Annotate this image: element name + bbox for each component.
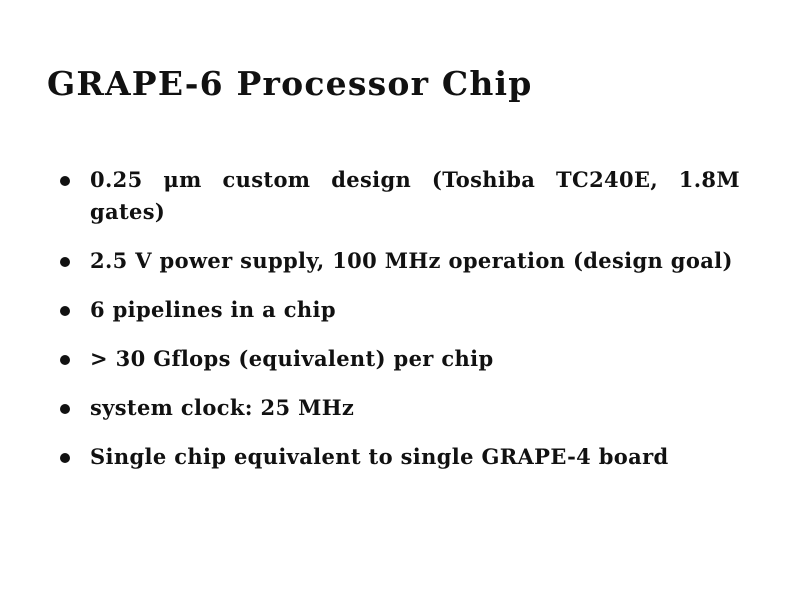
bullet-text: system clock: 25 MHz [90, 395, 355, 420]
bullet-icon [60, 343, 90, 375]
bullet-item-performance [60, 343, 740, 375]
bullet-item-equivalence [60, 441, 740, 473]
bullet-text: 2.5 V power supply, 100 MHz operation (design goal) [90, 248, 733, 273]
bullet-text: Single chip equivalent to single GRAPE-4 board [90, 444, 669, 469]
bullet-text: 6 pipelines in a chip [90, 297, 336, 322]
bullet-icon [60, 294, 90, 326]
bullet-item-clock [60, 392, 740, 424]
bullet-icon [60, 245, 90, 277]
bullet-icon [60, 441, 90, 473]
bullet-item-process [60, 164, 740, 228]
bullet-text: 0.25 μm custom design (Toshiba TC240E, 1.8M gates) [90, 167, 740, 224]
bullet-icon [60, 164, 90, 196]
slide-title: GRAPE-6 Processor Chip [47, 64, 533, 103]
bullet-item-power [60, 245, 740, 277]
bullet-icon [60, 392, 90, 424]
bullet-text: > 30 Gflops (equivalent) per chip [90, 346, 494, 371]
bullet-item-pipelines [60, 294, 740, 326]
bullet-list [60, 164, 740, 473]
